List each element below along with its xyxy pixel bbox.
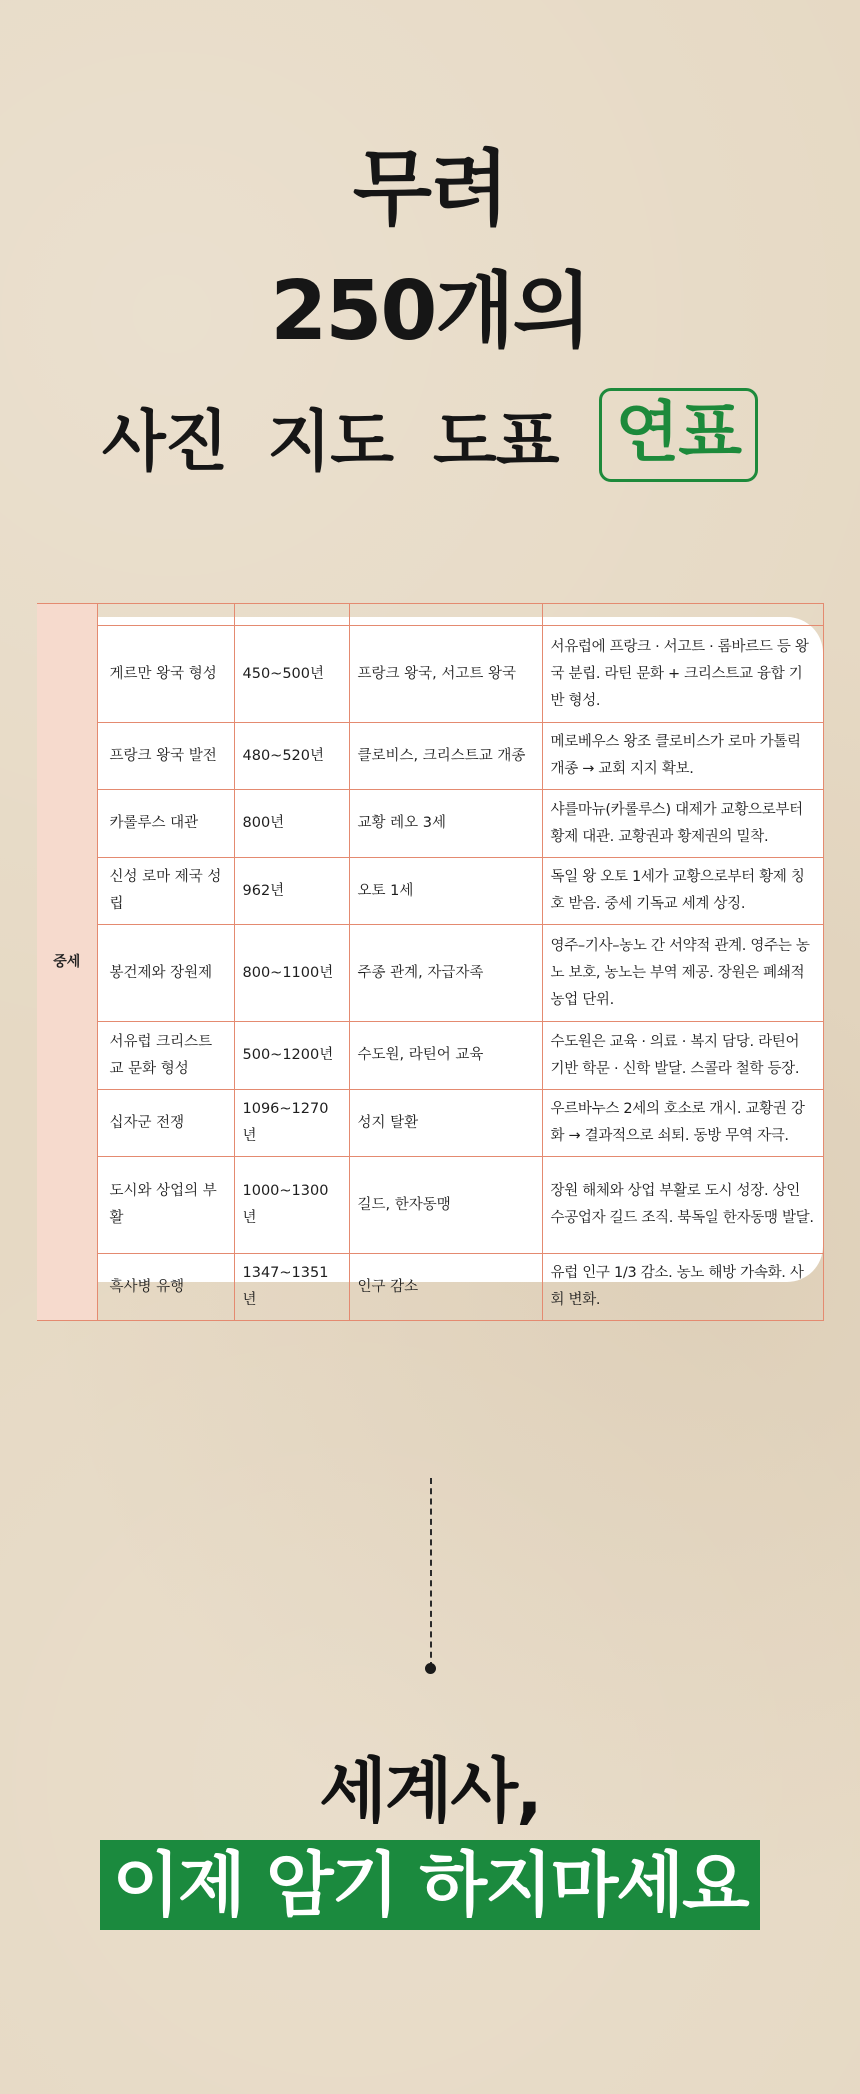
- table-row: [37, 626, 823, 723]
- event-cell: 서유럽 크리스트교 문화 형성: [97, 1022, 234, 1090]
- headline-line-3: [0, 380, 860, 490]
- timeline-table: [37, 603, 824, 1321]
- era-cell: [37, 604, 97, 1321]
- period-cell: 480~520년: [234, 723, 349, 790]
- period-cell: 1000~1300년: [234, 1157, 349, 1254]
- period-cell: 1096~1270년: [234, 1090, 349, 1157]
- description-cell: 샤를마뉴(카롤루스) 대제가 교황으로부터 황제 대관. 교황권과 황제권의 밀착.: [542, 790, 823, 858]
- event-cell: 카롤루스 대관: [97, 790, 234, 858]
- timeline-table-card: [37, 617, 823, 1308]
- people-cell: 성지 탈환: [349, 1090, 542, 1157]
- description-cell: 독일 왕 오토 1세가 교황으로부터 황제 칭호 받음. 중세 기독교 세계 상징.: [542, 858, 823, 925]
- people-cell: 프랑크 왕국, 서고트 왕국: [349, 626, 542, 723]
- people-cell: 주종 관계, 자급자족: [349, 925, 542, 1022]
- description-cell: 메로베우스 왕조 클로비스가 로마 가톨릭 개종 → 교회 지지 확보.: [542, 723, 823, 790]
- people-cell: 클로비스, 크리스트교 개종: [349, 723, 542, 790]
- headline-word-map: 지도: [267, 402, 393, 480]
- table-row: [37, 1090, 823, 1157]
- period-cell: 1347~1351년: [234, 1254, 349, 1321]
- description-cell: 영주–기사–농노 간 서약적 관계. 영주는 농노 보호, 농노는 부역 제공. 장원은 폐쇄적 농업 단위.: [542, 925, 823, 1022]
- table-row: [37, 1254, 823, 1321]
- period-cell: 450~500년: [234, 626, 349, 723]
- headline-line-1: 무려: [352, 142, 508, 237]
- event-cell: 십자군 전쟁: [97, 1090, 234, 1157]
- bottom-headline-line-2-wrap: [0, 1840, 860, 1930]
- bottom-headline-highlight: 이제 암기 하지마세요: [100, 1840, 759, 1930]
- table-row: [37, 790, 823, 858]
- table-row: [37, 1157, 823, 1254]
- connector-dot: [425, 1663, 436, 1674]
- period-cell: 800년: [234, 790, 349, 858]
- headline-word-timeline-badge: 연표: [599, 388, 759, 482]
- people-cell: 수도원, 라틴어 교육: [349, 1022, 542, 1090]
- people-cell: 길드, 한자동맹: [349, 1157, 542, 1254]
- bottom-headline-line-1: 세계사,: [319, 1750, 541, 1832]
- period-cell: 800~1100년: [234, 925, 349, 1022]
- headline-line-2: 250개의: [270, 264, 590, 359]
- event-cell: 프랑크 왕국 발전: [97, 723, 234, 790]
- event-cell: 도시와 상업의 부활: [97, 1157, 234, 1254]
- era-label: 중세: [53, 953, 81, 970]
- period-cell: 962년: [234, 858, 349, 925]
- description-cell: 우르바누스 2세의 호소로 개시. 교황권 강화 → 결과적으로 쇠퇴. 동방 무역 자극.: [542, 1090, 823, 1157]
- table-row-top-stub: [37, 604, 823, 626]
- table-row: [37, 1022, 823, 1090]
- description-cell: 유럽 인구 1/3 감소. 농노 해방 가속화. 사회 변화.: [542, 1254, 823, 1321]
- period-cell: 500~1200년: [234, 1022, 349, 1090]
- description-cell: 수도원은 교육 · 의료 · 복지 담당. 라틴어 기반 학문 · 신학 발달. 스콜라 철학 등장.: [542, 1022, 823, 1090]
- description-cell: 서유럽에 프랑크 · 서고트 · 롬바르드 등 왕국 분립. 라틴 문화 + 크리스트교 융합 기반 형성.: [542, 626, 823, 723]
- headline-word-chart: 도표: [433, 402, 559, 480]
- table-row: [37, 925, 823, 1022]
- headline-word-photo: 사진: [101, 402, 228, 480]
- event-cell: 봉건제와 장원제: [97, 925, 234, 1022]
- event-cell: 게르만 왕국 형성: [97, 626, 234, 723]
- people-cell: 오토 1세: [349, 858, 542, 925]
- event-cell: 신성 로마 제국 성립: [97, 858, 234, 925]
- table-row: [37, 723, 823, 790]
- description-cell: 장원 해체와 상업 부활로 도시 성장. 상인 수공업자 길드 조직. 북독일 한자동맹 발달.: [542, 1157, 823, 1254]
- people-cell: 인구 감소: [349, 1254, 542, 1321]
- people-cell: 교황 레오 3세: [349, 790, 542, 858]
- table-row: [37, 858, 823, 925]
- event-cell: 흑사병 유행: [97, 1254, 234, 1321]
- dashed-connector-line: [430, 1478, 432, 1668]
